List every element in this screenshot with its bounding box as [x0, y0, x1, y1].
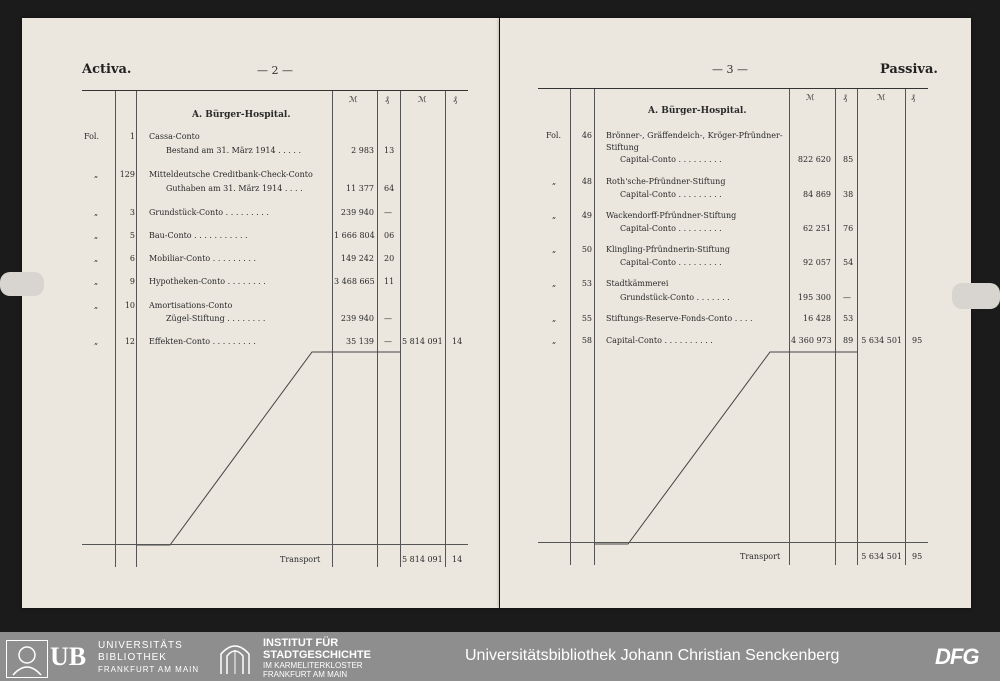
account-name: Stiftungs-Reserve-Fonds-Conto . . . .	[606, 314, 753, 323]
fol-label: „	[94, 231, 99, 240]
fol-number: 12	[124, 337, 135, 346]
transport-pf: 14	[452, 555, 463, 564]
library-name: Universitätsbibliothek Johann Christian Senckenberg	[465, 647, 840, 664]
account-name: Bau-Conto . . . . . . . . . . .	[149, 231, 248, 240]
fol-label: „	[552, 336, 557, 345]
fol-number: 6	[129, 254, 135, 263]
transport-pf: 95	[912, 552, 923, 561]
amount-mark: 92 057	[803, 258, 831, 267]
pfennig-header: ₰	[911, 93, 915, 102]
fol-number: 129	[119, 170, 135, 179]
account-detail: Guthaben am 31. März 1914 . . . .	[166, 184, 303, 193]
col-line	[594, 89, 595, 565]
col-line	[857, 89, 858, 565]
account-detail: Bestand am 31. März 1914 . . . . .	[166, 146, 302, 155]
account-name: Hypotheken-Conto . . . . . . . .	[149, 277, 266, 286]
institute-line: INSTITUT FÜR	[263, 637, 339, 649]
account-detail: Capital-Conto . . . . . . . . .	[620, 190, 722, 199]
top-rule	[538, 88, 928, 89]
account-name: Brönner-, Gräffendeich-, Kröger-Pfründner-	[606, 131, 783, 140]
transport-mark: 5 814 091	[402, 555, 443, 564]
account-name: Mitteldeutsche Creditbank-Check-Conto	[149, 170, 313, 179]
left-page	[22, 18, 499, 608]
page-number-left: — 2 —	[257, 64, 293, 77]
amount-pf: 20	[384, 254, 395, 263]
institute-line: IM KARMELITERKLOSTER	[263, 661, 363, 670]
amount-pf: 11	[384, 277, 395, 286]
transport-label: Transport	[280, 555, 321, 564]
top-rule	[82, 90, 468, 91]
footer-bar	[0, 632, 1000, 681]
amount-pf: 64	[384, 184, 395, 193]
col-line	[136, 91, 137, 567]
page-number-right: — 3 —	[712, 63, 748, 76]
amount-pf: —	[843, 293, 851, 302]
amount-mark: 195 300	[797, 293, 831, 302]
amount-mark: 1 666 804	[334, 231, 375, 240]
amount-mark: 4 360 973	[791, 336, 832, 345]
account-detail: Zügel-Stiftung . . . . . . . .	[166, 314, 266, 323]
fol-label: „	[94, 208, 99, 217]
account-name: Roth'sche-Pfründner-Stiftung	[606, 177, 726, 186]
mark-header: ℳ	[877, 93, 886, 102]
fol-label: „	[552, 177, 557, 186]
account-detail: Grundstück-Conto . . . . . . .	[620, 293, 730, 302]
col-line	[332, 91, 333, 567]
amount-pf: 38	[843, 190, 854, 199]
fol-number: 49	[581, 211, 592, 220]
col-line	[377, 91, 378, 567]
amount-pf: 53	[843, 314, 854, 323]
fol-number: 9	[129, 277, 135, 286]
account-name: Capital-Conto . . . . . . . . . .	[606, 336, 713, 345]
account-name-cont: Stiftung	[606, 143, 639, 152]
amount-mark: 84 869	[803, 190, 831, 199]
col-line	[445, 91, 446, 567]
account-name: Effekten-Conto . . . . . . . . .	[149, 337, 256, 346]
fol-label: „	[94, 254, 99, 263]
amount-pf: 89	[843, 336, 854, 345]
fol-number: 5	[129, 231, 135, 240]
total-mark: 5 814 091	[402, 337, 443, 346]
ub-line: FRANKFURT AM MAIN	[98, 665, 200, 674]
fol-label: Fol.	[84, 132, 100, 141]
col-line	[400, 91, 401, 567]
passiva-header: Passiva.	[880, 62, 938, 77]
fol-number: 3	[129, 208, 135, 217]
fol-number: 1	[129, 132, 135, 141]
fol-label: „	[94, 277, 99, 286]
account-name: Stadtkämmerei	[606, 279, 669, 288]
section-title: A. Bürger-Hospital.	[192, 110, 291, 120]
amount-mark: 2 983	[351, 146, 374, 155]
ub-line: BIBLIOTHEK	[98, 652, 167, 663]
institute-arch-icon	[215, 640, 255, 676]
col-line	[905, 89, 906, 565]
institute-line: FRANKFURT AM MAIN	[263, 670, 348, 679]
account-name: Mobiliar-Conto . . . . . . . . .	[149, 254, 256, 263]
ub-line: UNIVERSITÄTS	[98, 640, 183, 651]
amount-mark: 11 377	[346, 184, 374, 193]
institute-line: STADTGESCHICHTE	[263, 649, 371, 661]
account-name: Cassa-Conto	[149, 132, 200, 141]
total-pf: 14	[452, 337, 463, 346]
pfennig-header: ₰	[385, 95, 389, 104]
account-detail: Capital-Conto . . . . . . . . .	[620, 258, 722, 267]
fol-number: 58	[581, 336, 592, 345]
amount-mark: 239 940	[340, 208, 374, 217]
amount-pf: 06	[384, 231, 395, 240]
total-mark: 5 634 501	[861, 336, 902, 345]
transport-rule	[538, 542, 928, 543]
pfennig-header: ₰	[453, 95, 457, 104]
fol-number: 53	[581, 279, 592, 288]
book-tab-right	[952, 283, 1000, 309]
fol-label: „	[94, 301, 99, 310]
fol-label: „	[94, 337, 99, 346]
section-title: A. Bürger-Hospital.	[648, 106, 747, 116]
amount-pf: 54	[843, 258, 854, 267]
col-line	[789, 89, 790, 565]
amount-mark: 35 139	[346, 337, 374, 346]
mark-header: ℳ	[349, 95, 358, 104]
fol-number: 46	[581, 131, 592, 140]
fol-number: 10	[124, 301, 135, 310]
ub-portrait-icon	[6, 640, 48, 678]
fol-label: „	[552, 211, 557, 220]
ub-logo-text: UB	[50, 642, 87, 671]
account-name: Wackendorff-Pfründner-Stiftung	[606, 211, 737, 220]
amount-pf: —	[384, 208, 392, 217]
fol-number: 50	[581, 245, 592, 254]
fol-label: „	[552, 245, 557, 254]
fol-label: „	[552, 279, 557, 288]
col-line	[115, 91, 116, 567]
book-tab-left	[0, 272, 44, 296]
pfennig-header: ₰	[843, 93, 847, 102]
amount-mark: 3 468 665	[334, 277, 375, 286]
account-name: Klingling-Pfründnerin-Stiftung	[606, 245, 731, 254]
fol-label: „	[94, 170, 99, 179]
account-detail: Capital-Conto . . . . . . . . .	[620, 224, 722, 233]
fol-number: 48	[581, 177, 592, 186]
activa-header: Activa.	[82, 62, 132, 77]
account-name: Amortisations-Conto	[149, 301, 233, 310]
fol-label: „	[552, 314, 557, 323]
amount-pf: —	[384, 314, 392, 323]
right-page	[500, 18, 971, 608]
cancellation-stroke	[22, 18, 499, 608]
amount-mark: 16 428	[803, 314, 831, 323]
dfg-logo: DFG	[935, 644, 979, 669]
transport-rule	[82, 544, 468, 545]
transport-mark: 5 634 501	[861, 552, 902, 561]
total-pf: 95	[912, 336, 923, 345]
account-name: Grundstück-Conto . . . . . . . . .	[149, 208, 269, 217]
amount-mark: 239 940	[340, 314, 374, 323]
amount-pf: 76	[843, 224, 854, 233]
transport-label: Transport	[740, 552, 781, 561]
fol-label: Fol.	[546, 131, 562, 140]
col-line	[570, 89, 571, 565]
amount-pf: 85	[843, 155, 854, 164]
amount-mark: 62 251	[803, 224, 831, 233]
amount-mark: 822 620	[797, 155, 831, 164]
amount-pf: —	[384, 337, 392, 346]
fol-number: 55	[581, 314, 592, 323]
mark-header: ℳ	[806, 93, 815, 102]
account-detail: Capital-Conto . . . . . . . . .	[620, 155, 722, 164]
amount-mark: 149 242	[340, 254, 374, 263]
col-line	[835, 89, 836, 565]
amount-pf: 13	[384, 146, 395, 155]
mark-header: ℳ	[418, 95, 427, 104]
